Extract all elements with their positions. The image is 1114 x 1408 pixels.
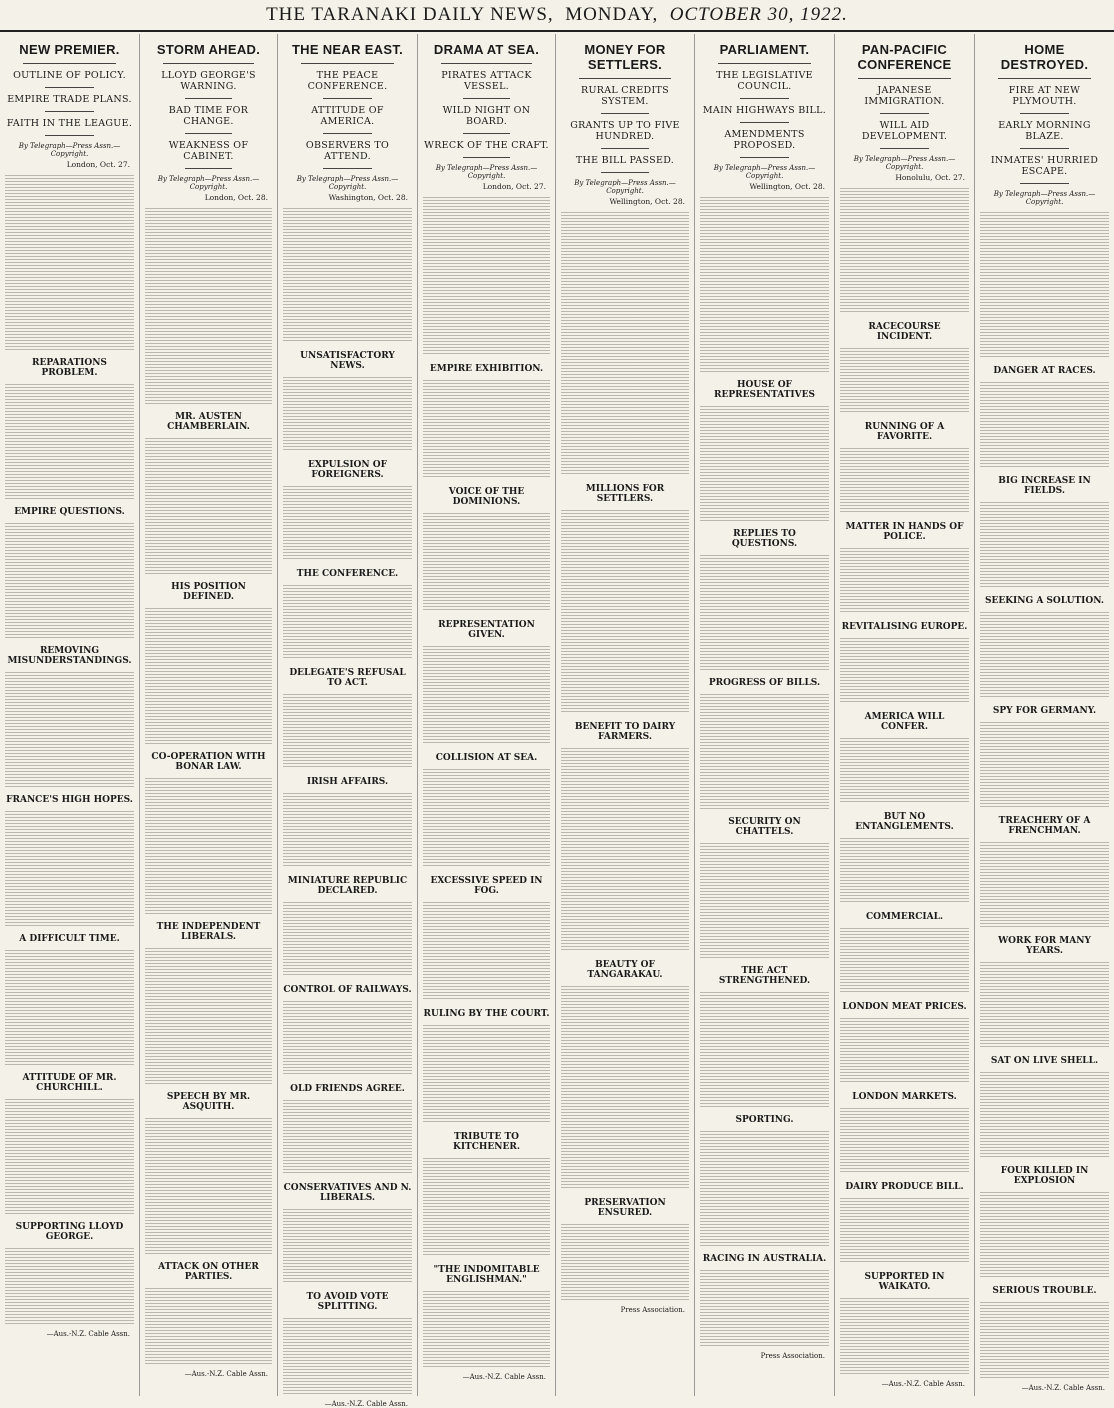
headline-rule <box>858 78 951 79</box>
article-text <box>840 186 969 314</box>
dateline: Washington, Oct. 28. <box>328 193 408 202</box>
press-credit: By Telegraph—Press Assn.—Copyright. <box>993 190 1096 206</box>
article-text <box>840 1296 969 1376</box>
subheading: DAIRY PRODUCE BILL. <box>845 1182 964 1192</box>
column-headline: DRAMA AT SEA. <box>433 42 540 57</box>
subheading: SERIOUS TROUBLE. <box>992 1286 1097 1296</box>
article-text <box>283 999 412 1076</box>
headline-rule <box>301 63 394 64</box>
deck-rule <box>1020 148 1069 149</box>
article-text <box>980 960 1109 1048</box>
subheading: MILLIONS FOR SETTLERS. <box>585 484 665 504</box>
headline-deck: BAD TIME FOR CHANGE. <box>168 105 249 127</box>
deck-rule <box>880 148 929 149</box>
headline-deck: JAPANESE IMMIGRATION. <box>864 85 945 107</box>
subheading: BUT NO ENTANGLEMENTS. <box>855 812 954 832</box>
article-text <box>980 500 1109 588</box>
subheading: SPY FOR GERMANY. <box>992 706 1097 716</box>
headline-rule <box>23 63 116 64</box>
article-text <box>561 210 689 476</box>
article-text <box>700 195 829 372</box>
column-4 <box>418 34 556 1396</box>
subheading: EXCESSIVE SPEED IN FOG. <box>430 876 543 896</box>
headline-deck: WILD NIGHT ON BOARD. <box>442 105 531 127</box>
article-text <box>5 670 134 787</box>
subheading: CO-OPERATION WITH BONAR LAW. <box>151 752 266 772</box>
deck-rule <box>880 113 929 114</box>
headline-deck: FIRE AT NEW PLYMOUTH. <box>1008 85 1081 107</box>
article-text <box>5 521 134 638</box>
article-text <box>423 195 550 356</box>
cable-signature: —Aus.-N.Z. Cable Assn. <box>1021 1384 1105 1392</box>
article-text <box>423 1023 550 1124</box>
article-text <box>840 836 969 904</box>
column-3 <box>278 34 418 1408</box>
subheading: REPRESENTATION GIVEN. <box>438 620 535 640</box>
article-text <box>283 375 412 452</box>
deck-rule <box>601 172 649 173</box>
subheading: WORK FOR MANY YEARS. <box>998 936 1091 956</box>
subheading: SPORTING. <box>735 1115 794 1125</box>
article-text <box>423 511 550 612</box>
column-headline: PARLIAMENT. <box>719 42 810 57</box>
article-text <box>423 767 550 868</box>
article-text <box>980 840 1109 928</box>
subheading: HIS POSITION DEFINED. <box>171 582 246 602</box>
paper-name: THE TARANAKI DAILY NEWS, <box>266 4 554 25</box>
subheading: RUNNING OF A FAVORITE. <box>864 422 945 442</box>
headline-deck: ATTITUDE OF AMERICA. <box>311 105 384 127</box>
deck-rule <box>740 98 789 99</box>
subheading: MATTER IN HANDS OF POLICE. <box>845 522 964 542</box>
article-text <box>700 553 829 670</box>
article-text <box>700 1268 829 1348</box>
deck-rule <box>323 133 372 134</box>
column-headline: NEW PREMIER. <box>19 42 120 57</box>
subheading: SUPPORTED IN WAIKATO. <box>864 1272 945 1292</box>
subheading: EMPIRE QUESTIONS. <box>14 507 125 517</box>
article-text <box>5 948 134 1065</box>
headline-deck: LLOYD GEORGE'S WARNING. <box>161 70 256 92</box>
deck-rule <box>601 148 649 149</box>
column-1 <box>0 34 140 1396</box>
deck-rule <box>601 113 649 114</box>
masthead-title <box>0 4 1114 26</box>
subheading: TO AVOID VOTE SPLITTING. <box>306 1292 389 1312</box>
subheading: RULING BY THE COURT. <box>423 1009 550 1019</box>
subheading: FRANCE'S HIGH HOPES. <box>6 795 133 805</box>
subheading: THE CONFERENCE. <box>296 569 399 579</box>
article-text <box>840 446 969 514</box>
article-text <box>700 841 829 958</box>
deck-rule <box>463 98 510 99</box>
article-text <box>561 746 689 952</box>
article-text <box>5 1246 134 1326</box>
article-text <box>980 210 1109 358</box>
subheading: CONTROL OF RAILWAYS. <box>283 985 412 995</box>
masthead-date: OCTOBER 30, 1922. <box>669 4 848 25</box>
headline-deck: WEAKNESS OF CABINET. <box>168 140 249 162</box>
press-credit: By Telegraph—Press Assn.—Copyright. <box>18 142 121 158</box>
subheading: REVITALISING EUROPE. <box>841 622 968 632</box>
subheading: DELEGATE'S REFUSAL TO ACT. <box>289 668 406 688</box>
subheading: BENEFIT TO DAIRY FARMERS. <box>574 722 676 742</box>
subheading: ATTACK ON OTHER PARTIES. <box>158 1262 259 1282</box>
deck-rule <box>323 168 372 169</box>
deck-rule <box>463 133 510 134</box>
article-text <box>561 984 689 1190</box>
headline-deck: WRECK OF THE CRAFT. <box>424 140 549 151</box>
cable-signature: Press Association. <box>620 1306 685 1314</box>
article-text <box>840 546 969 614</box>
subheading: TREACHERY OF A FRENCHMAN. <box>998 816 1091 836</box>
article-text <box>5 1097 134 1214</box>
subheading: FOUR KILLED IN EXPLOSION <box>1000 1166 1089 1186</box>
article-text <box>840 1016 969 1084</box>
subheading: MINIATURE REPUBLIC DECLARED. <box>287 876 408 896</box>
article-text <box>283 692 412 769</box>
subheading: THE INDEPENDENT LIBERALS. <box>156 922 261 942</box>
article-text <box>840 736 969 804</box>
subheading: MR. AUSTEN CHAMBERLAIN. <box>167 412 250 432</box>
deck-rule <box>740 157 789 158</box>
subheading: HOUSE OF REPRESENTATIVES <box>714 380 815 400</box>
subheading: SECURITY ON CHATTELS. <box>728 817 801 837</box>
press-credit: By Telegraph—Press Assn.—Copyright. <box>296 175 399 191</box>
article-text <box>283 791 412 868</box>
cable-signature: —Aus.-N.Z. Cable Assn. <box>462 1373 546 1381</box>
dateline: London, Oct. 27. <box>482 182 546 191</box>
subheading: EXPULSION OF FOREIGNERS. <box>308 460 387 480</box>
headline-deck: GRANTS UP TO FIVE HUNDRED. <box>570 120 680 142</box>
subheading: LONDON MEAT PRICES. <box>842 1002 967 1012</box>
article-text <box>840 926 969 994</box>
article-text <box>980 1190 1109 1278</box>
article-text <box>283 1316 412 1396</box>
subheading: AMERICA WILL CONFER. <box>864 712 945 732</box>
headline-deck: PIRATES ATTACK VESSEL. <box>441 70 532 92</box>
subheading: BIG INCREASE IN FIELDS. <box>998 476 1091 496</box>
deck-rule <box>45 111 94 112</box>
headline-deck: EMPIRE TRADE PLANS. <box>7 94 132 105</box>
press-credit: By Telegraph—Press Assn.—Copyright. <box>157 175 260 191</box>
column-headline: THE NEAR EAST. <box>291 42 404 57</box>
article-text <box>423 900 550 1001</box>
cable-signature: —Aus.-N.Z. Cable Assn. <box>324 1400 408 1408</box>
headline-rule <box>163 63 254 64</box>
article-text <box>423 1289 550 1369</box>
deck-rule <box>323 98 372 99</box>
article-text <box>980 380 1109 468</box>
subheading: DANGER AT RACES. <box>993 366 1096 376</box>
deck-rule <box>1020 113 1069 114</box>
subheading: IRISH AFFAIRS. <box>306 777 389 787</box>
headline-deck: FAITH IN THE LEAGUE. <box>6 118 133 129</box>
article-text <box>145 206 272 404</box>
dateline: Honolulu, Oct. 27. <box>895 173 965 182</box>
article-text <box>840 1196 969 1264</box>
cable-signature: —Aus.-N.Z. Cable Assn. <box>46 1330 130 1338</box>
deck-rule <box>45 135 94 136</box>
headline-rule <box>718 63 811 64</box>
subheading: RACECOURSE INCIDENT. <box>868 322 941 342</box>
deck-rule <box>185 168 232 169</box>
subheading: UNSATISFACTORY NEWS. <box>300 351 395 371</box>
article-text <box>980 1300 1109 1380</box>
article-text <box>145 606 272 744</box>
subheading: EMPIRE EXHIBITION. <box>429 364 544 374</box>
subheading: RACING IN AUSTRALIA. <box>702 1254 827 1264</box>
article-text <box>145 946 272 1084</box>
subheading: ATTITUDE OF MR. CHURCHILL. <box>22 1073 117 1093</box>
headline-rule <box>998 78 1091 79</box>
cable-signature: —Aus.-N.Z. Cable Assn. <box>184 1370 268 1378</box>
deck-rule <box>185 133 232 134</box>
article-text <box>423 378 550 479</box>
article-text <box>283 583 412 660</box>
dateline: Wellington, Oct. 28. <box>609 197 685 206</box>
article-text <box>145 436 272 574</box>
subheading: COLLISION AT SEA. <box>435 753 538 763</box>
headline-deck: EARLY MORNING BLAZE. <box>998 120 1091 142</box>
masthead <box>0 0 1114 32</box>
article-text <box>561 1222 689 1302</box>
article-text <box>840 1106 969 1174</box>
subheading: REPLIES TO QUESTIONS. <box>731 529 798 549</box>
article-text <box>980 1070 1109 1158</box>
press-credit: By Telegraph—Press Assn.—Copyright. <box>713 164 816 180</box>
cable-signature: Press Association. <box>760 1352 825 1360</box>
column-7 <box>835 34 975 1396</box>
subheading: PRESERVATION ENSURED. <box>584 1198 666 1218</box>
article-text <box>840 346 969 414</box>
article-text <box>700 692 829 809</box>
press-credit: By Telegraph—Press Assn.—Copyright. <box>574 179 676 195</box>
headline-deck: WILL AID DEVELOPMENT. <box>861 120 948 142</box>
press-credit: By Telegraph—Press Assn.—Copyright. <box>435 164 538 180</box>
subheading: VOICE OF THE DOMINIONS. <box>448 487 525 507</box>
deck-rule <box>740 122 789 123</box>
article-text <box>980 610 1109 698</box>
article-text <box>145 776 272 914</box>
headline-rule <box>441 63 532 64</box>
article-text <box>700 1129 829 1246</box>
subheading: TRIBUTE TO KITCHENER. <box>453 1132 520 1152</box>
press-credit: By Telegraph—Press Assn.—Copyright. <box>853 155 956 171</box>
subheading: "THE INDOMITABLE ENGLISHMAN." <box>433 1265 540 1285</box>
cable-signature: —Aus.-N.Z. Cable Assn. <box>881 1380 965 1388</box>
article-text <box>700 990 829 1107</box>
headline-rule <box>579 78 671 79</box>
dateline: London, Oct. 28. <box>204 193 268 202</box>
subheading: SPEECH BY MR. ASQUITH. <box>166 1092 251 1112</box>
headline-deck: THE BILL PASSED. <box>575 155 675 166</box>
dateline: Wellington, Oct. 28. <box>749 182 825 191</box>
column-headline: STORM AHEAD. <box>156 42 261 57</box>
subheading: SAT ON LIVE SHELL. <box>990 1056 1099 1066</box>
article-text <box>283 900 412 977</box>
subheading: REMOVING MISUNDERSTANDINGS. <box>7 646 132 666</box>
article-text <box>5 382 134 499</box>
subheading: SUPPORTING LLOYD GEORGE. <box>15 1222 124 1242</box>
subheading: COMMERCIAL. <box>865 912 944 922</box>
article-text <box>423 1156 550 1257</box>
column-headline: PAN-PACIFIC CONFERENCE <box>857 42 952 72</box>
subheading: BEAUTY OF TANGARAKAU. <box>587 960 663 980</box>
column-6 <box>695 34 835 1396</box>
deck-rule <box>185 98 232 99</box>
subheading: LONDON MARKETS. <box>852 1092 957 1102</box>
deck-rule <box>45 87 94 88</box>
column-headline: MONEY FOR SETTLERS. <box>584 42 666 72</box>
headline-deck: RURAL CREDITS SYSTEM. <box>581 85 669 107</box>
column-headline: HOME DESTROYED. <box>1000 42 1089 72</box>
column-2 <box>140 34 278 1396</box>
article-text <box>283 1098 412 1175</box>
headline-deck: OUTLINE OF POLICY. <box>13 70 126 81</box>
article-text <box>840 636 969 704</box>
article-text <box>5 809 134 926</box>
dateline: London, Oct. 27. <box>66 160 130 169</box>
column-5 <box>556 34 695 1396</box>
subheading: CONSERVATIVES AND N. LIBERALS. <box>283 1183 412 1203</box>
headline-deck: MAIN HIGHWAYS BILL. <box>702 105 827 116</box>
headline-deck: THE LEGISLATIVE COUNCIL. <box>716 70 813 92</box>
article-text <box>283 1207 412 1284</box>
subheading: SEEKING A SOLUTION. <box>985 596 1104 606</box>
article-text <box>700 404 829 521</box>
article-text <box>561 508 689 714</box>
article-text <box>145 1116 272 1254</box>
subheading: THE ACT STRENGTHENED. <box>718 966 811 986</box>
subheading: OLD FRIENDS AGREE. <box>290 1084 405 1094</box>
subheading: A DIFFICULT TIME. <box>19 934 120 944</box>
article-text <box>980 720 1109 808</box>
headline-deck: INMATES' HURRIED ESCAPE. <box>990 155 1099 177</box>
article-text <box>283 484 412 561</box>
headline-deck: AMENDMENTS PROPOSED. <box>724 129 805 151</box>
article-text <box>423 644 550 745</box>
headline-deck: THE PEACE CONFERENCE. <box>307 70 388 92</box>
column-8 <box>975 34 1114 1396</box>
subheading: REPARATIONS PROBLEM. <box>32 358 107 378</box>
deck-rule <box>463 157 510 158</box>
article-text <box>283 206 412 343</box>
article-text <box>5 173 134 350</box>
deck-rule <box>1020 183 1069 184</box>
article-text <box>145 1286 272 1366</box>
masthead-day: MONDAY, <box>565 4 659 25</box>
headline-deck: OBSERVERS TO ATTEND. <box>305 140 390 162</box>
subheading: PROGRESS OF BILLS. <box>708 678 821 688</box>
